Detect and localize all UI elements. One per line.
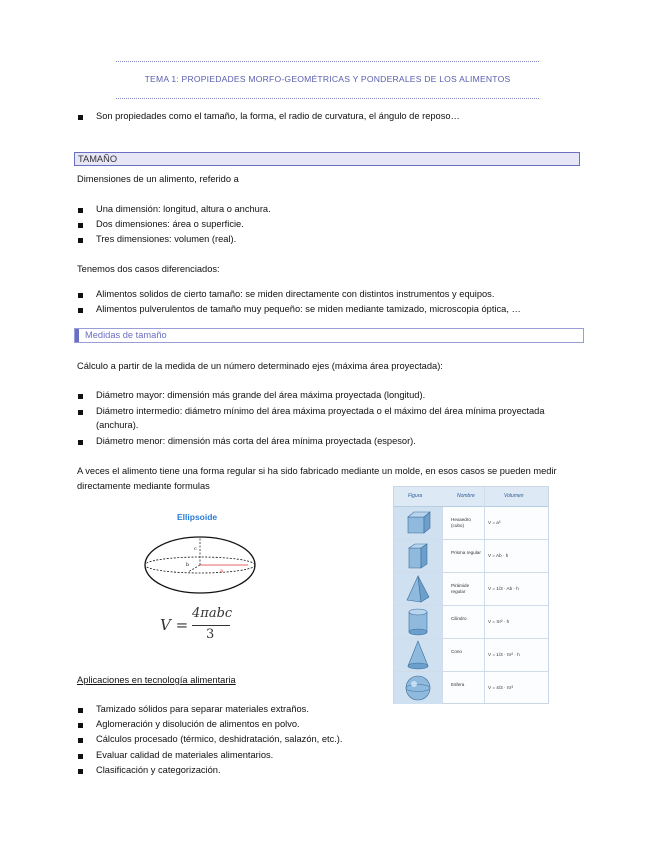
figure-cell <box>394 540 443 572</box>
list-item: Dos dimensiones: área o superficie. <box>96 219 244 229</box>
subsection-heading-measures-label: Medidas de tamaño <box>85 330 167 340</box>
heading-accent-bar <box>75 329 79 342</box>
bullet-icon <box>78 115 83 120</box>
page-title: TEMA 1: PROPIEDADES MORFO-GEOMÉTRICAS Y PONDERALES DE LOS ALIMENTOS <box>144 74 511 84</box>
list-item: Diámetro intermedio: diámetro mínimo del área máxima proyectada o el máximo del área mínima proyectada <box>96 406 545 416</box>
subsection-heading-measures <box>74 328 584 343</box>
shape-volume: V = πr² · h <box>488 619 510 624</box>
shape-name: Pirámide regular <box>451 583 470 594</box>
table-header-name: Nombre <box>457 493 475 499</box>
list-item: Alimentos pulverulentos de tamaño muy pequeño: se miden mediante tamizado, microscopia óptica, … <box>96 304 521 314</box>
bullet-icon <box>78 738 83 743</box>
header-rule-bottom <box>116 98 539 99</box>
bullet-icon <box>78 223 83 228</box>
size-definition: Dimensiones de un alimento, referido a <box>77 174 239 184</box>
section-heading-size-label: TAMAÑO <box>78 154 118 164</box>
cases-intro: Tenemos dos casos diferenciados: <box>77 264 220 274</box>
bullet-icon <box>78 708 83 713</box>
ellipsoid-formula <box>160 606 240 646</box>
list-item: Evaluar calidad de materiales alimentarios. <box>96 750 274 760</box>
table-row <box>394 540 548 573</box>
axis-label-c: c <box>194 546 197 552</box>
intro-bullet: Son propiedades como el tamaño, la forma, el radio de curvatura, el ángulo de reposo… <box>96 111 460 121</box>
cylinder-icon <box>394 606 442 638</box>
ellipsoid-caption: Ellipsoide <box>177 512 218 522</box>
regular-shape-text-cont: directamente mediante formulas <box>77 481 210 491</box>
list-item-continuation: (anchura). <box>96 420 139 430</box>
table-row <box>394 606 548 639</box>
axis-label-a: a <box>220 568 223 574</box>
bullet-icon <box>78 769 83 774</box>
ellipsoid-diagram <box>140 528 260 598</box>
prism-icon <box>394 540 442 572</box>
cube-icon <box>394 507 442 539</box>
volume-formula-table <box>393 486 549 704</box>
shape-volume: V = 1/3 · Ab · h <box>488 586 519 591</box>
list-item: Tres dimensiones: volumen (real). <box>96 234 237 244</box>
table-header-volume: Volumen <box>504 493 524 499</box>
list-item: Tamizado sólidos para separar materiales extraños. <box>96 704 309 714</box>
list-item: Aglomeración y disolución de alimentos en polvo. <box>96 719 300 729</box>
shape-name: Hexaedro (cubo) <box>451 517 471 528</box>
table-row <box>394 507 548 540</box>
section-heading-size <box>74 152 580 166</box>
formula-lhs: V = <box>160 616 189 634</box>
bullet-icon <box>78 440 83 445</box>
cone-icon <box>394 639 442 671</box>
figure-cell <box>394 672 443 704</box>
regular-shape-text: A veces el alimento tiene una forma regular si ha sido fabricado mediante un molde, en esos casos se pueden medir <box>77 466 557 476</box>
figure-cell <box>394 639 443 671</box>
shape-name: Esfera <box>451 682 465 687</box>
shape-name: Prisma regular <box>451 550 481 555</box>
sphere-icon <box>394 672 442 704</box>
bullet-icon <box>78 238 83 243</box>
list-item: Diámetro mayor: dimensión más grande del área máxima proyectada (longitud). <box>96 390 426 400</box>
table-header <box>394 487 548 507</box>
list-item: Cálculos procesado (térmico, deshidratación, salazón, etc.). <box>96 734 343 744</box>
axis-label-b: b <box>186 562 190 568</box>
table-header-figure: Figura <box>408 493 423 499</box>
shape-volume: V = 4/3 · πr³ <box>488 685 513 690</box>
shape-volume: V = Ab · h <box>488 553 509 558</box>
shape-name: Cono <box>451 649 462 654</box>
list-item: Clasificación y categorización. <box>96 765 221 775</box>
list-item: Una dimensión: longitud, altura o anchura. <box>96 204 271 214</box>
formula-fraction-bar <box>192 625 230 626</box>
header-rule-top <box>116 61 539 62</box>
shape-volume: V = 1/3 · πr² · h <box>488 652 520 657</box>
formula-denominator: 3 <box>206 627 215 642</box>
figure-cell <box>394 507 443 539</box>
shape-volume: V = a³ <box>488 520 501 525</box>
table-row <box>394 639 548 672</box>
figure-cell <box>394 606 443 638</box>
bullet-icon <box>78 293 83 298</box>
applications-heading: Aplicaciones en tecnología alimentaria <box>77 675 236 685</box>
table-row <box>394 573 548 606</box>
table-row <box>394 672 548 704</box>
bullet-icon <box>78 754 83 759</box>
formula-numerator: 4πabc <box>192 606 233 621</box>
measures-intro: Cálculo a partir de la medida de un número determinado ejes (máxima área proyectada): <box>77 361 443 371</box>
axis-b <box>188 565 200 572</box>
figure-cell <box>394 573 443 605</box>
list-item: Diámetro menor: dimensión más corta del área mínima proyectada (espesor). <box>96 436 416 446</box>
bullet-icon <box>78 723 83 728</box>
bullet-icon <box>78 308 83 313</box>
bullet-icon <box>78 208 83 213</box>
list-item: Alimentos solidos de cierto tamaño: se miden directamente con distintos instrumentos y equipos. <box>96 289 495 299</box>
bullet-icon <box>78 394 83 399</box>
bullet-icon <box>78 410 83 415</box>
shape-name: Cilindro <box>451 616 467 621</box>
pyramid-icon <box>394 573 442 605</box>
